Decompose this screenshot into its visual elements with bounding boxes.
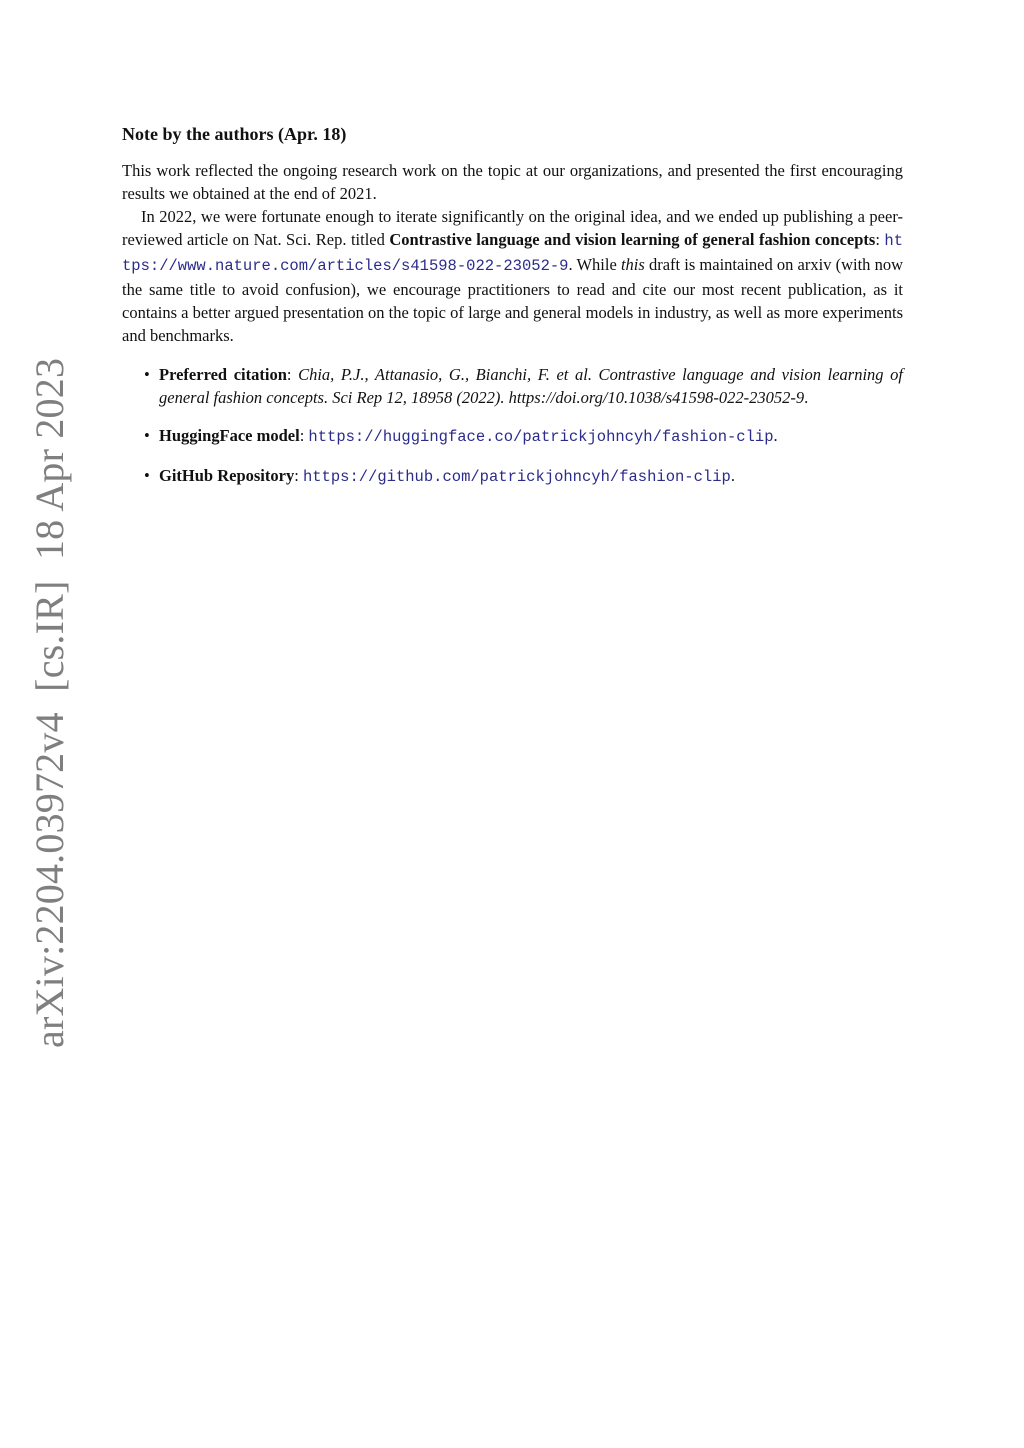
citation-text: Chia, P.J., Attanasio, G., Bianchi, F. et al. Contrastive language and vision learning of general fashion concepts. Sci Rep 12, 18958 (2022). https://doi.org/10.1038/s41598-022-23052-9 <box>159 365 903 407</box>
list-item-end: . <box>804 388 809 407</box>
article-title: Contrastive language and vision learning of general fashion concepts <box>389 230 876 249</box>
resource-list <box>122 363 903 489</box>
list-item-citation <box>122 363 903 409</box>
paragraph-2-text-a: In 2022, we were fortunate enough to iterate significantly on the original idea, and we ended up publishing a peer-reviewed article on Nat. Sci. Rep. titled <box>122 207 903 249</box>
github-link[interactable]: https://github.com/patrickjohncyh/fashion-clip <box>302 468 731 486</box>
paragraph-2-text-b: . While <box>568 255 621 274</box>
list-item-label: HuggingFace model <box>159 426 300 445</box>
list-item-huggingface <box>122 424 903 449</box>
paragraph-1: This work reflected the ongoing research work on the topic at our organizations, and presented the first encouraging results we obtained at the end of 2021. <box>122 161 903 203</box>
bullet-icon: • <box>144 426 150 445</box>
list-item-sep: : <box>286 365 299 384</box>
bullet-icon: • <box>144 466 150 485</box>
note-section <box>122 122 903 504</box>
colon-sep: : <box>875 230 885 249</box>
list-item-sep: : <box>299 426 309 445</box>
bullet-icon: • <box>144 365 150 384</box>
nature-article-link[interactable]: https://www.nature.com/articles/s41598-022-23052-9 <box>122 232 903 275</box>
list-item-end: . <box>773 426 778 445</box>
paragraph-2-text-c: draft is maintained on arxiv (with now the same title to avoid confusion), we encourage practitioners to read and cite our most recent publication, as it contains a better argued presentation on the topic of large and general models in industry, as well as more experiments and benchmarks. <box>122 255 903 345</box>
huggingface-link[interactable]: https://huggingface.co/patrickjohncyh/fashion-clip <box>308 428 774 446</box>
list-item-github <box>122 464 903 489</box>
list-item-label: GitHub Repository <box>159 466 295 485</box>
arxiv-identifier-stamp: arXiv:2204.03972v4 [cs.IR] 18 Apr 2023 <box>27 357 72 1048</box>
emphasis-this: this <box>620 255 645 274</box>
list-item-end: . <box>730 466 735 485</box>
list-item-label: Preferred citation <box>159 365 287 384</box>
list-item-sep: : <box>294 466 303 485</box>
section-title: Note by the authors (Apr. 18) <box>122 124 347 144</box>
paragraph-2 <box>122 205 903 347</box>
